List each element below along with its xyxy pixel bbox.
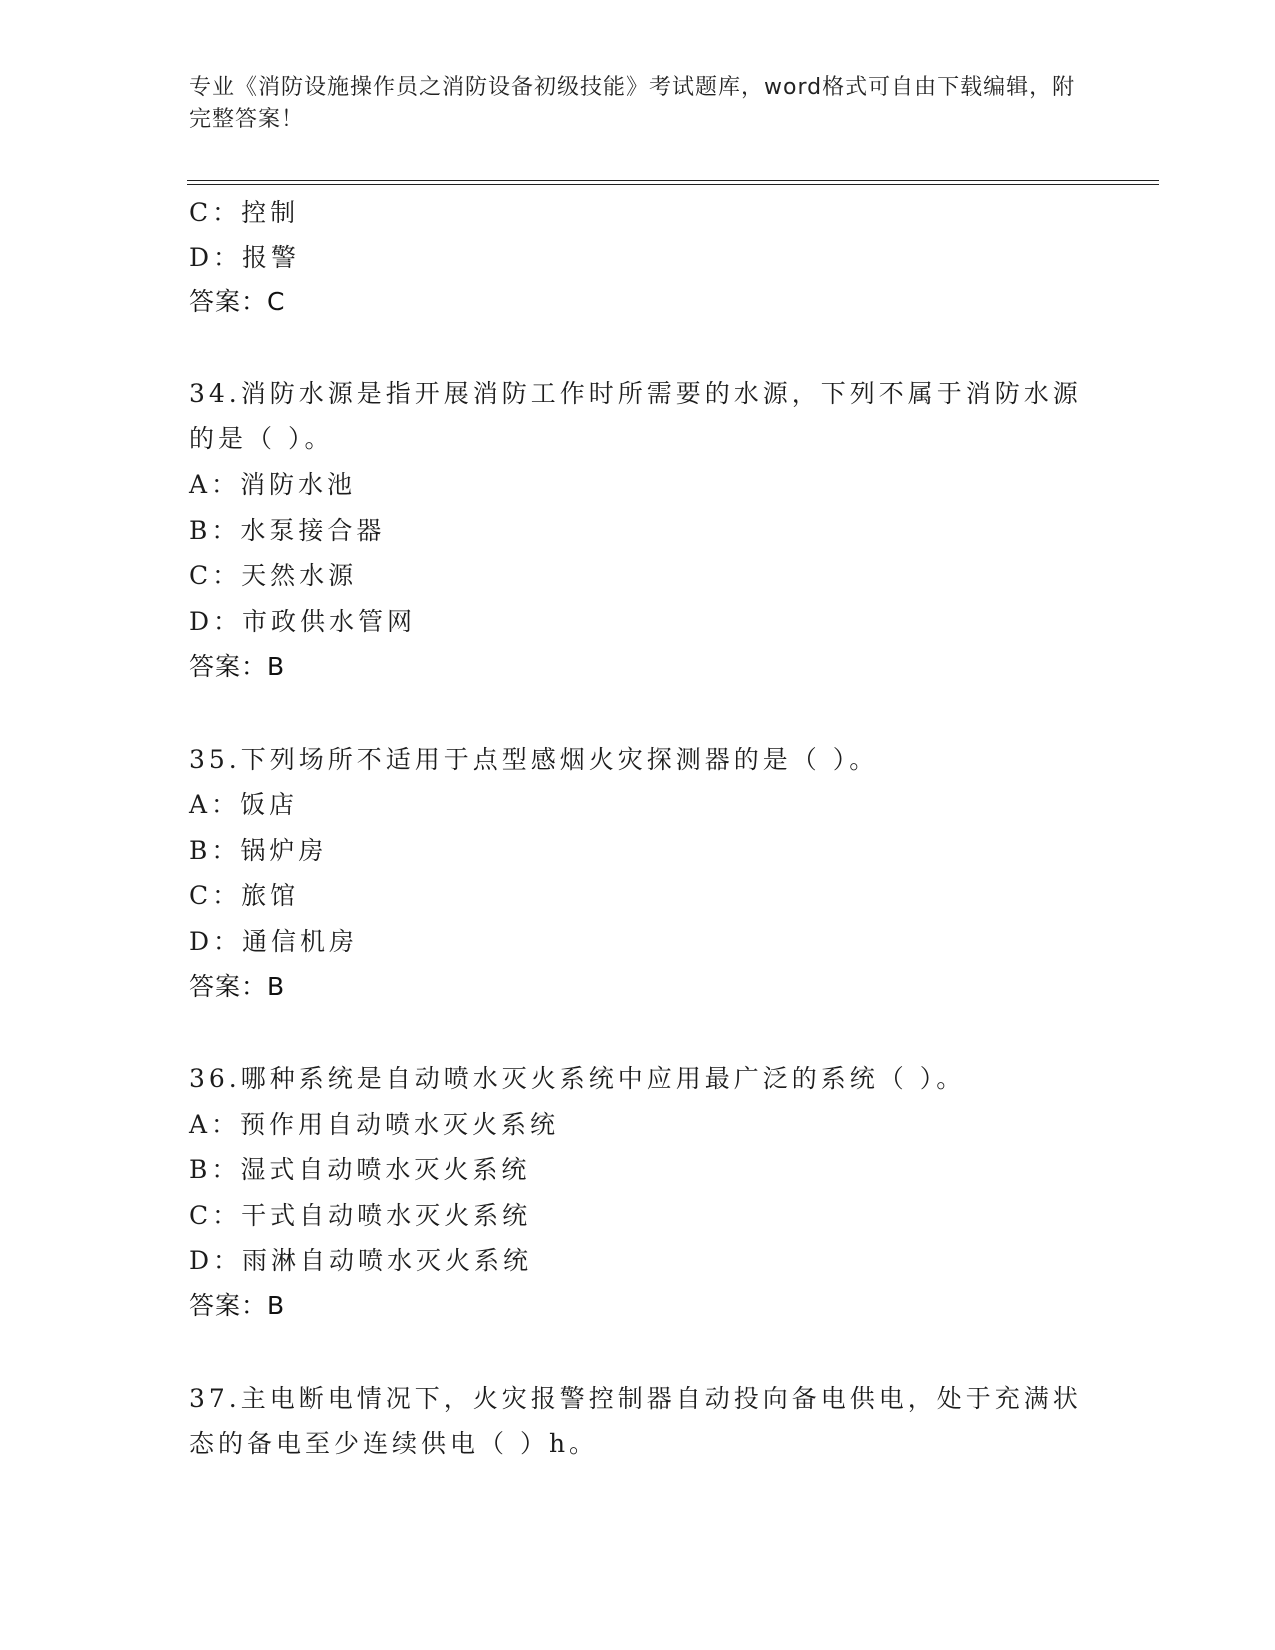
q34-stem-line2: 的是（ ）。 <box>189 424 334 453</box>
q34-answer: 答案：B <box>189 652 286 681</box>
q35-option-a: A：饭店 <box>189 790 299 819</box>
q34-option-d: D：市政供水管网 <box>189 607 417 636</box>
q36-option-d: D：雨淋自动喷水灭火系统 <box>189 1246 533 1275</box>
q37-stem-line2: 态的备电至少连续供电（ ）h。 <box>189 1429 599 1458</box>
q35-answer: 答案：B <box>189 972 286 1001</box>
q33-option-c: C：控制 <box>189 198 300 227</box>
q36-option-b: B：湿式自动喷水灭火系统 <box>189 1155 531 1184</box>
q36-stem-line1: 36.哪种系统是自动喷水灭火系统中应用最广泛的系统（ ）。 <box>189 1064 966 1093</box>
header-divider-bottom <box>187 184 1159 185</box>
q35-option-b: B：锅炉房 <box>189 836 328 865</box>
q34-option-c: C：天然水源 <box>189 561 358 590</box>
q37-stem-line1: 37.主电断电情况下，火灾报警控制器自动投向备电供电，处于充满状 <box>189 1384 1082 1413</box>
q35-option-d: D：通信机房 <box>189 927 359 956</box>
q36-answer: 答案：B <box>189 1291 286 1320</box>
q33-option-d: D：报警 <box>189 243 301 272</box>
q34-option-a: A：消防水池 <box>189 470 357 499</box>
header-divider-top <box>187 180 1159 181</box>
q33-answer: 答案：C <box>189 287 286 316</box>
q35-option-c: C：旅馆 <box>189 881 300 910</box>
q35-stem-line1: 35.下列场所不适用于点型感烟火灾探测器的是（ ）。 <box>189 745 879 774</box>
q36-option-a: A：预作用自动喷水灭火系统 <box>189 1110 560 1139</box>
q36-option-c: C：干式自动喷水灭火系统 <box>189 1201 532 1230</box>
q34-stem-line1: 34.消防水源是指开展消防工作时所需要的水源，下列不属于消防水源 <box>189 379 1082 408</box>
page-header: 专业《消防设施操作员之消防设备初级技能》考试题库，word格式可自由下载编辑，附完整答案！ <box>189 75 1076 132</box>
q34-option-b: B：水泵接合器 <box>189 516 386 545</box>
